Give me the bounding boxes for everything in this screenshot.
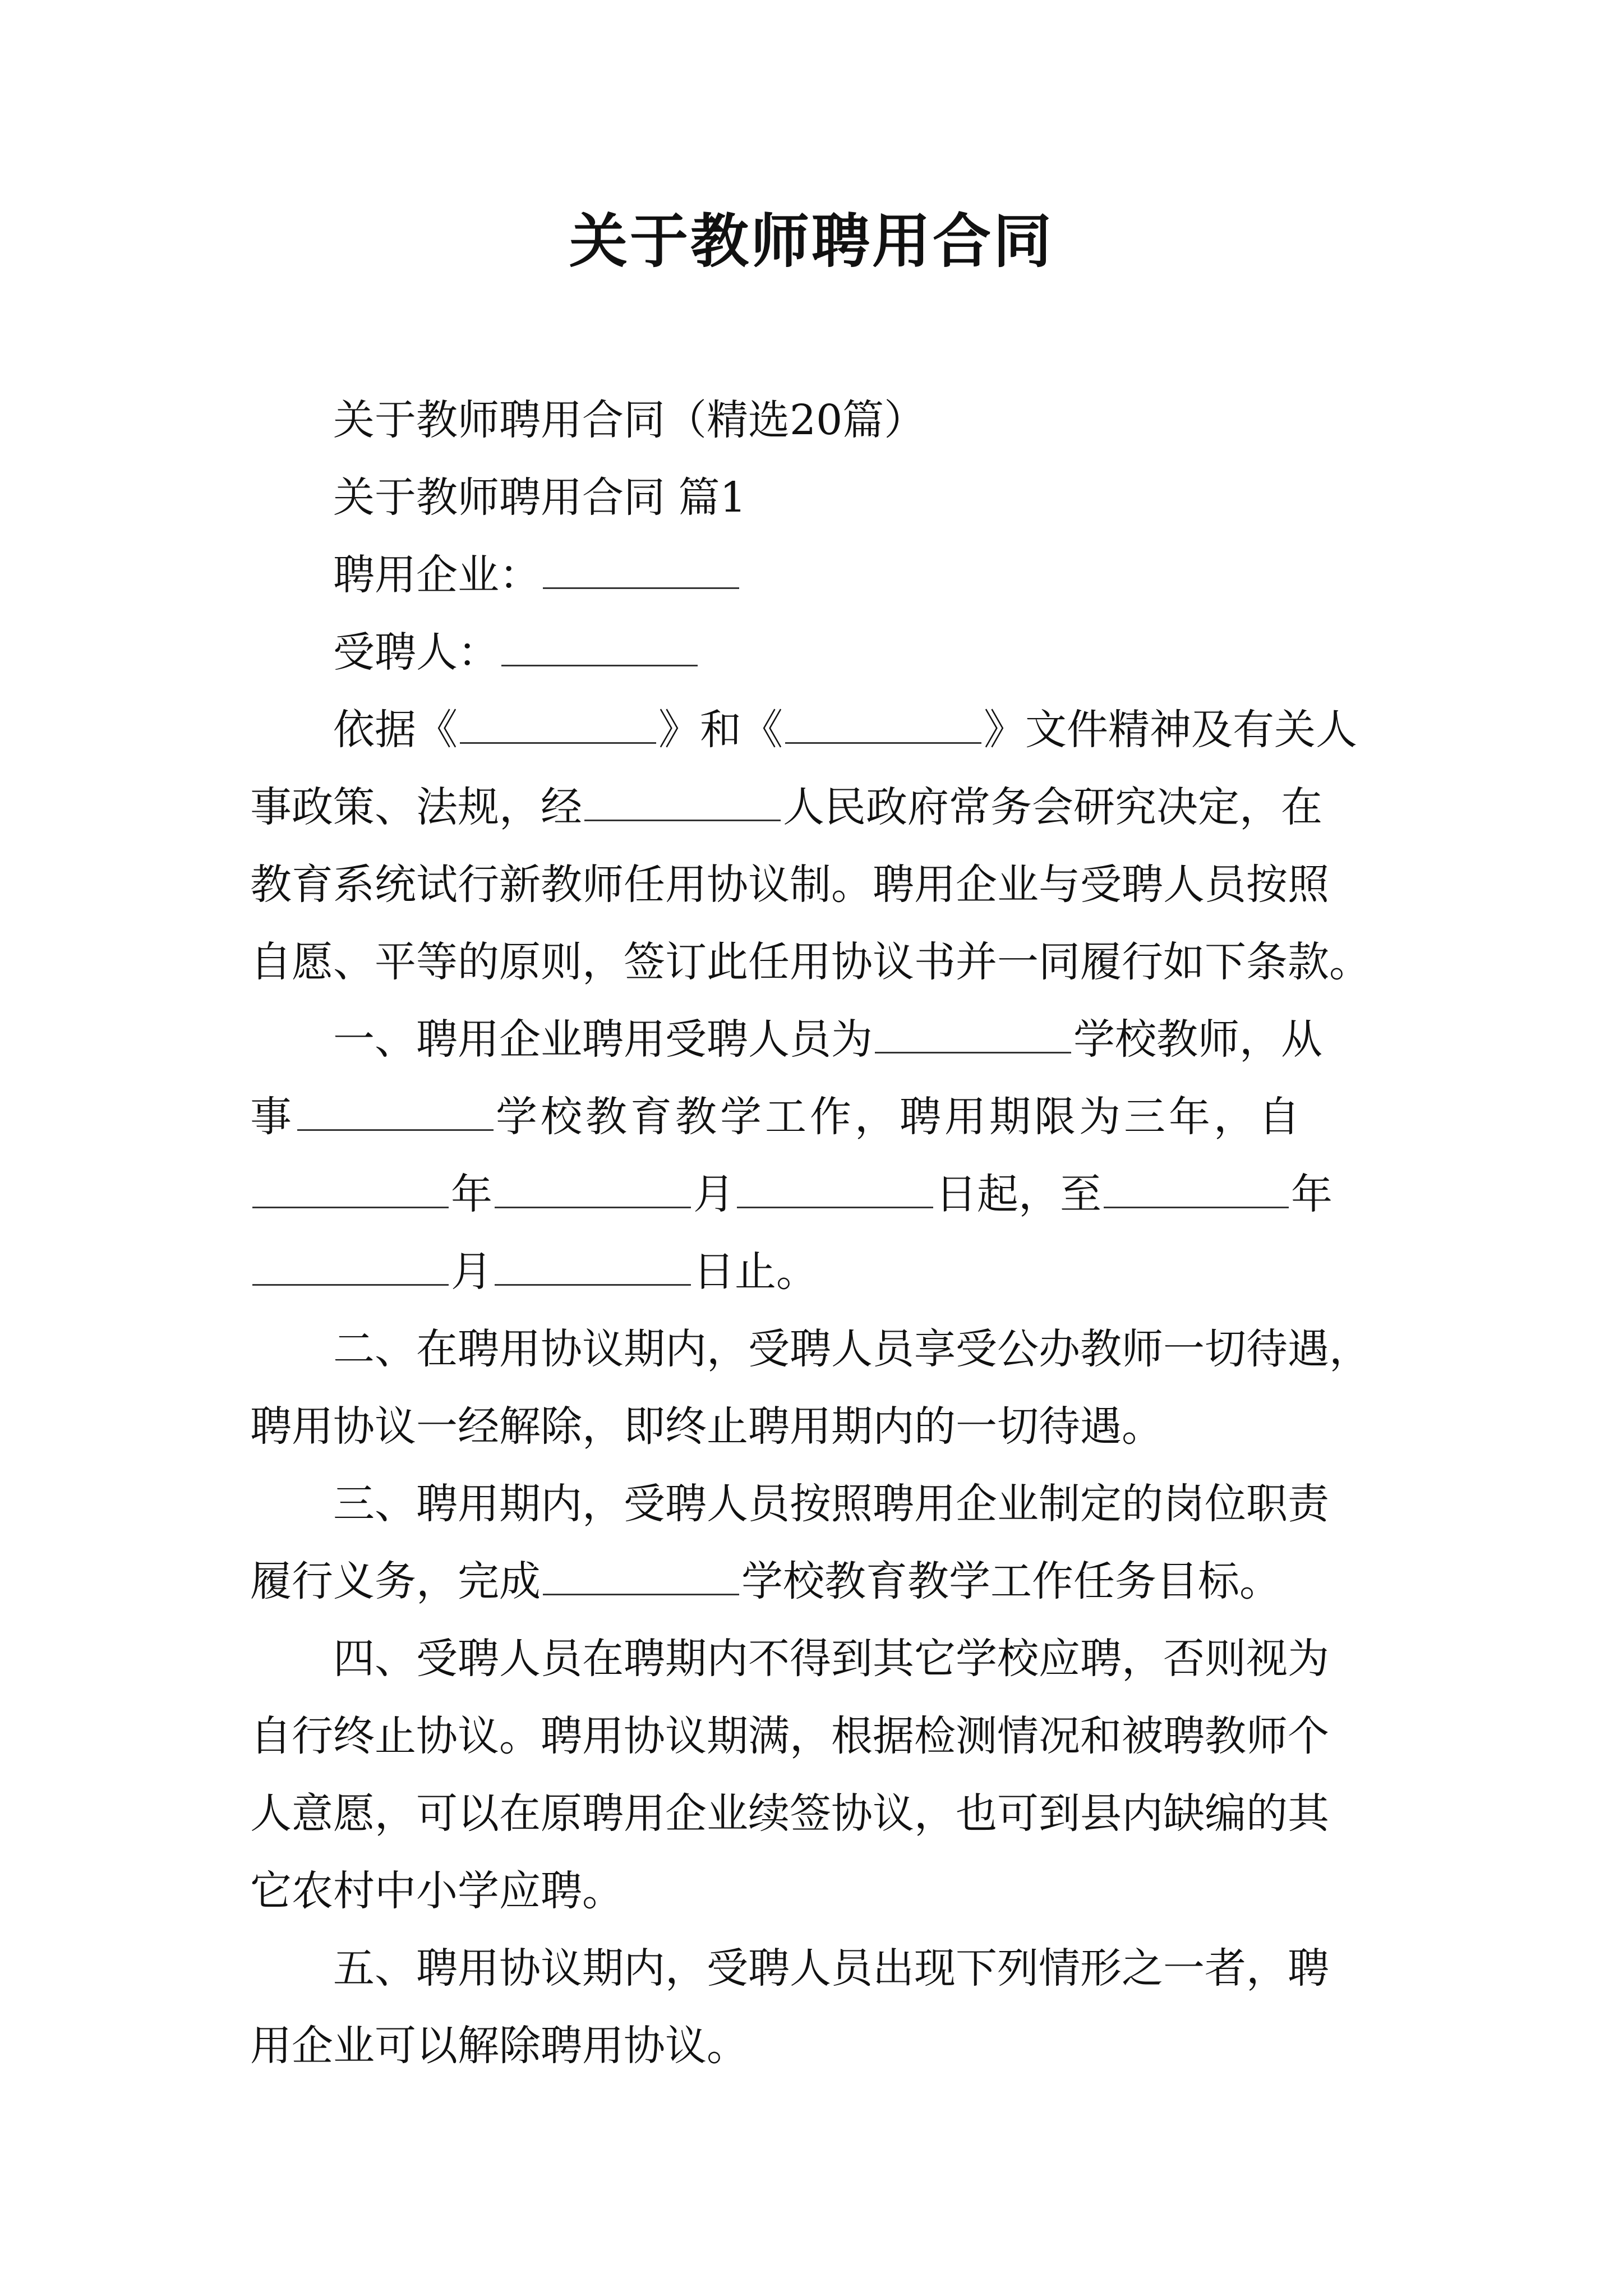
preamble-text: 人民政府常务会研究决定，在 <box>783 783 1322 831</box>
preamble-line-4: 自愿、平等的原则，签订此任用协议书并一同履行如下条款。 <box>250 938 1371 986</box>
clause-text: 一、聘用企业聘用受聘人员为 <box>333 1015 873 1064</box>
day-blank <box>737 1173 933 1208</box>
preamble-text: 依据《 <box>333 706 458 754</box>
clause4-line-3: 人意愿，可以在原聘用企业续签协议，也可到县内缺编的其 <box>250 1789 1329 1838</box>
clause1-line-3 <box>250 1156 1383 1233</box>
employer-line <box>250 536 1383 614</box>
subtitle: 关于教师聘用合同（精选20篇） <box>333 396 926 444</box>
year-blank <box>1104 1173 1289 1208</box>
clause2-line-2: 聘用协议一经解除，即终止聘用期内的一切待遇。 <box>250 1402 1163 1451</box>
clause1-line-1 <box>250 1001 1383 1078</box>
document-title: 关于教师聘用合同 <box>569 206 1054 275</box>
clause2-line-1: 二、在聘用协议期内，受聘人员享受公办教师一切待遇， <box>333 1325 1371 1373</box>
clause-text: 日起，至 <box>935 1170 1101 1218</box>
preamble-text: 事政策、法规，经 <box>250 783 582 831</box>
clause4-line-4: 它农村中小学应聘。 <box>250 1867 624 1915</box>
clause1-line-2 <box>250 1078 1383 1156</box>
employee-blank <box>501 631 698 666</box>
month-blank <box>495 1173 691 1208</box>
clause4-line-1: 四、受聘人员在聘期内不得到其它学校应聘，否则视为 <box>333 1635 1329 1683</box>
clause-text: 学校教育教学工作任务目标。 <box>741 1557 1281 1605</box>
clause3-line-2 <box>250 1543 1383 1620</box>
clause5-line-1: 五、聘用协议期内，受聘人员出现下列情形之一者，聘 <box>333 1944 1329 1993</box>
employer-label: 聘用企业： <box>333 551 541 599</box>
school-blank <box>297 1096 494 1131</box>
clause4-line-2: 自行终止协议。聘用协议期满，根据检测情况和被聘教师个 <box>250 1712 1329 1760</box>
preamble-line-1 <box>250 691 1383 769</box>
school-blank <box>543 1560 739 1595</box>
preamble-text: 》文件精神及有关人 <box>984 706 1357 754</box>
clause-text: 月 <box>451 1248 492 1296</box>
clause-text: 学校教育教学工作，聘用期限为三年，自 <box>496 1093 1303 1141</box>
clause-text: 学校教师，从 <box>1073 1015 1322 1064</box>
clause5-line-2: 用企业可以解除聘用协议。 <box>250 2022 748 2070</box>
employer-blank <box>543 554 739 589</box>
clause3-line-1: 三、聘用期内，受聘人员按照聘用企业制定的岗位职责 <box>333 1480 1329 1528</box>
preamble-line-3: 教育系统试行新教师任用协议制。聘用企业与受聘人员按照 <box>250 861 1329 909</box>
clause-text: 履行义务，完成 <box>250 1557 541 1605</box>
year-blank <box>252 1173 449 1208</box>
government-blank <box>584 786 781 821</box>
preamble-text: 》和《 <box>658 706 783 754</box>
document-body <box>250 381 1383 2085</box>
school-blank <box>875 1018 1071 1053</box>
clause-text: 年 <box>1291 1170 1332 1218</box>
clause1-line-4 <box>250 1233 1383 1310</box>
employee-label: 受聘人： <box>333 628 499 677</box>
section-heading: 关于教师聘用合同 篇1 <box>333 473 746 522</box>
day-blank <box>495 1250 691 1286</box>
preamble-line-2 <box>250 769 1383 846</box>
employee-line <box>250 614 1383 691</box>
clause-text: 年 <box>451 1170 492 1218</box>
clause-text: 事 <box>250 1093 295 1141</box>
clause-text: 日止。 <box>693 1248 818 1296</box>
document-name-blank <box>460 708 656 744</box>
month-blank <box>252 1250 449 1286</box>
clause-text: 月 <box>693 1170 735 1218</box>
document-name-blank <box>785 708 981 744</box>
